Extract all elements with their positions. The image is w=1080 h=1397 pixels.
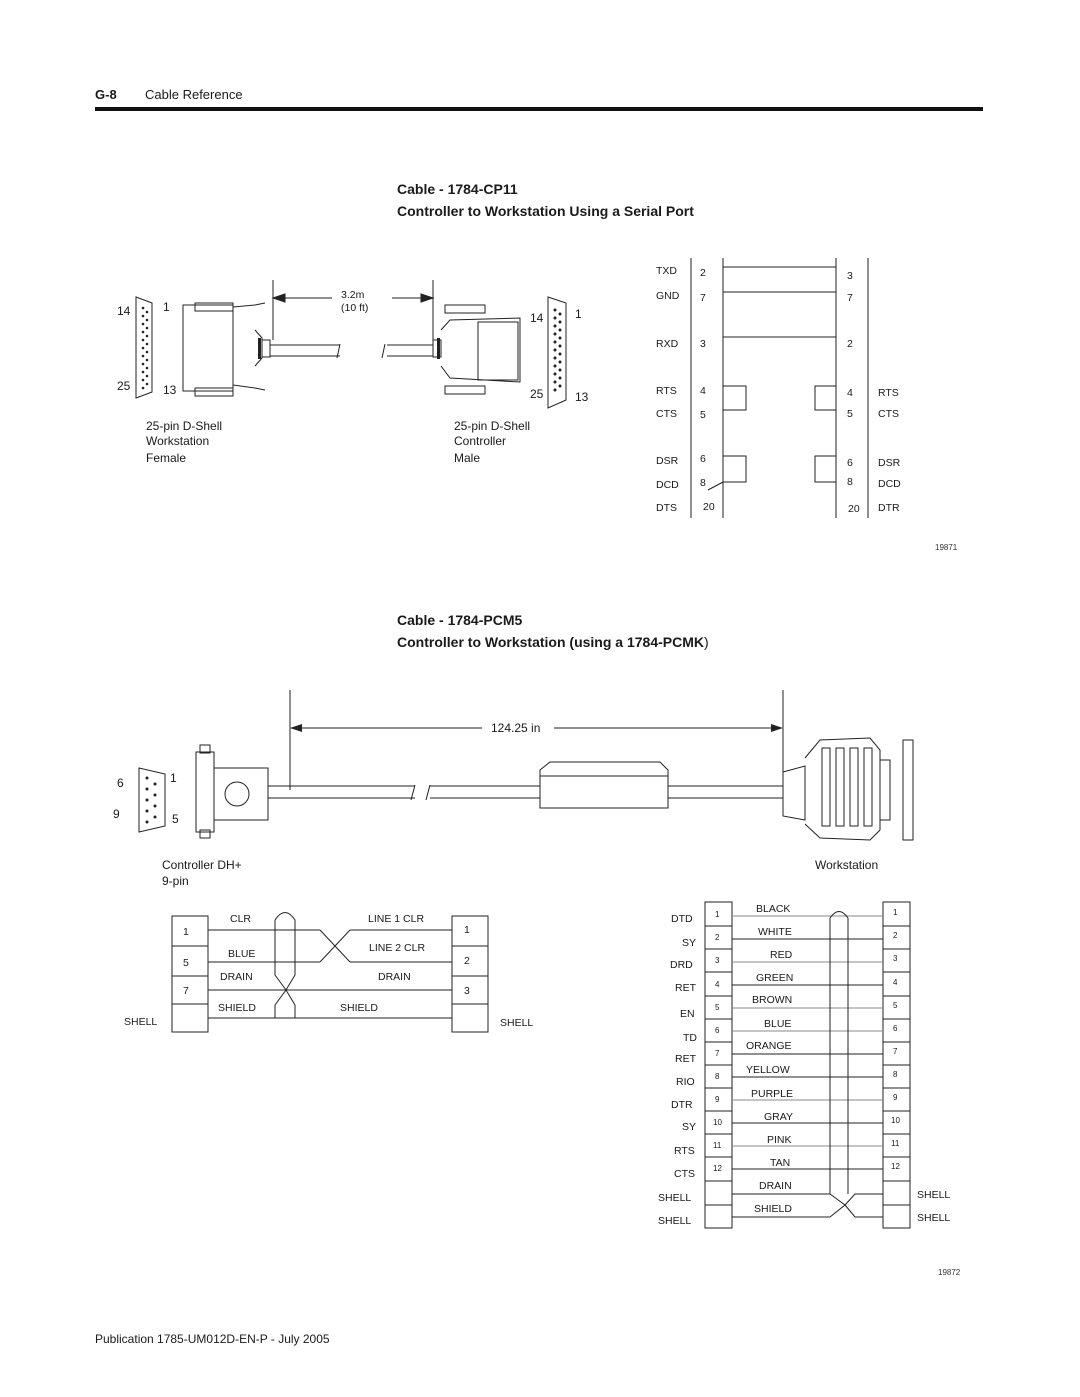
pcmk-signal: SY: [682, 937, 697, 949]
pcmk-wire-color: RED: [770, 949, 793, 961]
cable1-title: Cable - 1784-CP11: [397, 181, 518, 197]
section-title: Cable Reference: [145, 87, 243, 102]
pcmk-signal: DTR: [671, 1099, 693, 1111]
cp11-signal-dsr: DSR: [656, 455, 679, 467]
cp11-left-pin: 2: [700, 267, 706, 279]
pcmk-signal: SY: [682, 1121, 697, 1133]
pcmk-right-pin: 5: [893, 1001, 898, 1010]
cp11-signal-txd: TXD: [656, 265, 677, 277]
right-pin-1: 1: [575, 307, 582, 321]
pcmk-wire-color: BLUE: [764, 1018, 792, 1030]
pcmk-left-pin: 7: [715, 1049, 720, 1058]
length-meters: 3.2m: [341, 289, 365, 301]
pcmk-signal: RET: [675, 1053, 696, 1065]
pcmk-signal: DTD: [671, 913, 693, 925]
pcmk-wire-color: TAN: [770, 1157, 791, 1169]
cp11-right-signal-dsr: DSR: [878, 457, 901, 469]
pcmk-wire-color: GRAY: [764, 1111, 793, 1123]
cp11-right-pin: 2: [847, 338, 853, 350]
dh-shell-right: SHELL: [500, 1017, 534, 1029]
cp11-right-pin: 3: [847, 270, 853, 282]
cp11-right-pin: 20: [848, 503, 860, 515]
cp11-left-pin: 3: [700, 338, 706, 350]
left-connector-type: 25-pin D-Shell: [146, 419, 223, 433]
pcmk-signal: EN: [680, 1008, 695, 1020]
left-device-label: Controller DH+: [162, 858, 242, 872]
left-pin-14: 14: [117, 304, 131, 318]
cp11-signal-dts: DTS: [656, 502, 677, 514]
cable2-length: 124.25 in: [491, 721, 541, 735]
pcmk-wire-color: PINK: [767, 1134, 792, 1146]
dh-right-pin: 3: [464, 985, 470, 997]
pcmk-wire-color: PURPLE: [751, 1088, 794, 1100]
pcmk-left-pin: 2: [715, 933, 720, 942]
pcmk-left-pin: 9: [715, 1095, 720, 1104]
dh-wire-line2: LINE 2 CLR: [369, 942, 426, 954]
pcmk-left-pin: 6: [715, 1026, 720, 1035]
right-device-label: Workstation: [815, 858, 879, 872]
pcmk-left-pin: 12: [713, 1164, 722, 1173]
cp11-signal-rts: RTS: [656, 385, 677, 397]
cp11-left-pin: 8: [700, 477, 706, 489]
cp11-left-pin: 4: [700, 385, 706, 397]
pcmk-signal: SHELL: [658, 1192, 692, 1204]
cp11-signal-gnd: GND: [656, 290, 680, 302]
nine-pin-9: 9: [113, 807, 120, 821]
dh-left-pin: 5: [183, 957, 189, 969]
pcmk-wire-color: SHIELD: [754, 1203, 792, 1215]
pcmk-wire-color: WHITE: [758, 926, 792, 938]
dh-wire-line1: LINE 1 CLR: [368, 913, 425, 925]
right-pin-13: 13: [575, 390, 589, 404]
pcmk-right-pin: 8: [893, 1070, 898, 1079]
nine-pin-1: 1: [170, 771, 177, 785]
dh-wire-drain-right: DRAIN: [378, 971, 411, 983]
left-pin-13: 13: [163, 383, 177, 397]
cp11-right-signal-dcd: DCD: [878, 478, 901, 490]
pcmk-signal: RIO: [676, 1076, 695, 1088]
length-feet: (10 ft): [341, 302, 369, 314]
pcmk-signal: RET: [675, 982, 696, 994]
pcmk-wire-color: GREEN: [756, 972, 794, 984]
pcmk-left-pin: 3: [715, 956, 720, 965]
pcmk-left-pin: 4: [715, 980, 720, 989]
cp11-right-pin: 4: [847, 387, 853, 399]
pcmk-left-pin: 10: [713, 1118, 722, 1127]
pcmk-signal: CTS: [674, 1168, 695, 1180]
figure-id-2: 19872: [938, 1268, 961, 1277]
dh-right-pin: 1: [464, 924, 470, 936]
pcmk-right-pin: 2: [893, 931, 898, 940]
pcmk-signal: SHELL: [658, 1215, 692, 1227]
right-pin-25: 25: [530, 387, 544, 401]
cp11-right-pin: 5: [847, 408, 853, 420]
pcmk-right-pin: 1: [893, 908, 898, 917]
cable2-title: Cable - 1784-PCM5: [397, 612, 523, 628]
left-connector-device: Workstation: [146, 434, 210, 448]
cp11-right-pin: 8: [847, 476, 853, 488]
cp11-left-pin: 20: [703, 501, 715, 513]
page-number: G-8: [95, 87, 117, 102]
cp11-left-pin: 6: [700, 453, 706, 465]
pcmk-wire-color: DRAIN: [759, 1180, 792, 1192]
cp11-right-pin: 6: [847, 457, 853, 469]
pcmk-right-pin: 4: [893, 978, 898, 987]
pcmk-wire-color: YELLOW: [746, 1064, 790, 1076]
right-connector-gender: Male: [454, 451, 481, 465]
cp11-signal-rxd: RXD: [656, 338, 679, 350]
pcmk-wire-color: BROWN: [752, 994, 793, 1006]
pcmk-right-shell: SHELL: [917, 1212, 951, 1224]
pcmk-signal: TD: [683, 1032, 697, 1044]
pcmk-right-pin: 11: [891, 1139, 900, 1148]
dh-wire-shield: SHIELD: [218, 1002, 256, 1014]
left-pin-count: 9-pin: [162, 874, 189, 888]
pcmk-left-pin: 11: [713, 1141, 722, 1150]
nine-pin-5: 5: [172, 812, 179, 826]
cp11-right-signal-rts: RTS: [878, 387, 899, 399]
cable2-subtitle: Controller to Workstation (using a 1784-PCMK): [397, 634, 709, 650]
dh-shell-left: SHELL: [124, 1016, 158, 1028]
pcmk-left-pin: 1: [715, 910, 720, 919]
pcmk-right-shell: SHELL: [917, 1189, 951, 1201]
cp11-signal-dcd: DCD: [656, 479, 679, 491]
pcmk-wire-color: BLACK: [756, 903, 791, 915]
cp11-right-pin: 7: [847, 292, 853, 304]
dh-wire-blue: BLUE: [228, 948, 256, 960]
pcmk-wire-color: ORANGE: [746, 1040, 792, 1052]
dh-right-pin: 2: [464, 955, 470, 967]
pcmk-right-pin: 12: [891, 1162, 900, 1171]
dh-wire-clr: CLR: [230, 913, 252, 925]
left-pin-1: 1: [163, 300, 170, 314]
pcmk-right-pin: 10: [891, 1116, 900, 1125]
dh-wire-shield-right: SHIELD: [340, 1002, 378, 1014]
dh-left-pin: 7: [183, 985, 189, 997]
nine-pin-6: 6: [117, 776, 124, 790]
right-connector-device: Controller: [454, 434, 507, 448]
pcmk-right-pin: 7: [893, 1047, 898, 1056]
pcmk-right-pin: 3: [893, 954, 898, 963]
pcmk-right-pin: 9: [893, 1093, 898, 1102]
cp11-signal-cts: CTS: [656, 408, 677, 420]
publication-footer: Publication 1785-UM012D-EN-P - July 2005: [95, 1332, 330, 1346]
dh-wire-drain: DRAIN: [220, 971, 253, 983]
pcmk-left-pin: 5: [715, 1003, 720, 1012]
cp11-right-signal-cts: CTS: [878, 408, 899, 420]
cp11-left-pin: 7: [700, 292, 706, 304]
pcmk-right-pin: 6: [893, 1024, 898, 1033]
pcmk-signal: RTS: [674, 1145, 695, 1157]
right-connector-type: 25-pin D-Shell: [454, 419, 531, 433]
left-connector-gender: Female: [146, 451, 187, 465]
cable1-subtitle: Controller to Workstation Using a Serial Port: [397, 203, 694, 219]
cp11-right-signal-dtr: DTR: [878, 502, 900, 514]
left-pin-25: 25: [117, 379, 131, 393]
pcmk-signal: DRD: [670, 959, 693, 971]
pcmk-left-pin: 8: [715, 1072, 720, 1081]
right-pin-14: 14: [530, 311, 544, 325]
cp11-left-pin: 5: [700, 409, 706, 421]
dh-left-pin: 1: [183, 926, 189, 938]
nine-pin-connector: [139, 768, 165, 832]
figure-id: 19871: [935, 543, 958, 552]
